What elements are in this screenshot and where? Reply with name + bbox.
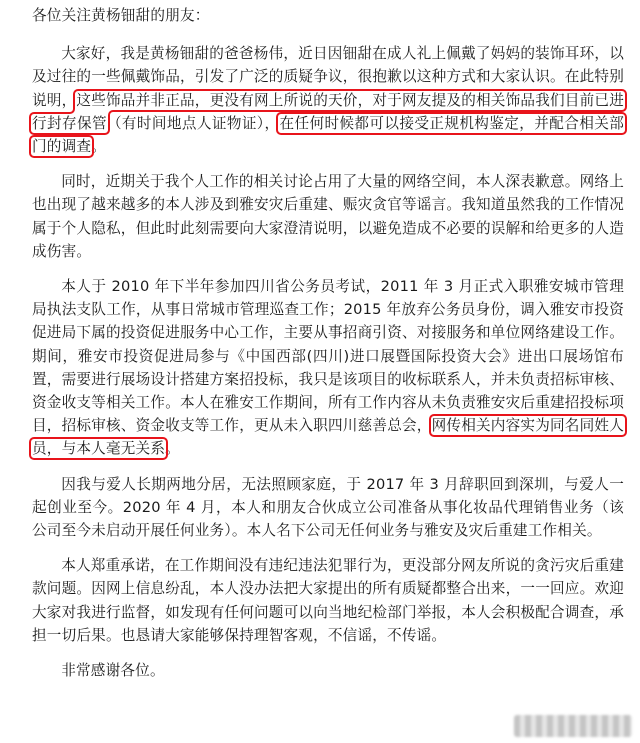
- highlighted-text-appraisal: 在任何时候都可以接受正规机构鉴定，并配合相关部门的调查: [32, 114, 624, 156]
- paragraph-text: 大家好，我是黄杨钿甜的爸爸杨伟，近日因钿甜在成人礼上佩戴了妈妈的装饰耳环，以及过往的一些佩戴饰品，引发了广泛的质疑争议，很抱歉以这种方式和大家认识。在此特别说明，: [32, 45, 624, 109]
- paragraph-commitment: 本人郑重承诺，在工作期间没有违纪违法犯罪行为，更没部分网友所说的贪污灾后重建款问题。因网上信息纷乱，本人没办法把大家提出的所有质疑都整合出来，一一回应。欢迎大家对我进行监督，如发现有任何问题可以向当地纪检部门举报，本人会积极配合调查，承担一切后果。也恳请大家能够保持理智客观，不信谣，不传谣。: [32, 557, 624, 644]
- paragraph-text: 本人于 2010 年下半年参加四川省公务员考试，2011 年 3 月正式入职雅安城市管理局执法支队工作，从事日常城市管理巡查工作；2015 年放弃公务员身份，调入雅安市投资促进局下属的投资促进服务中心工作，主要从事招商引资、对接服务和单位网络建设工作。期间，雅安市投资促进局参与《中国西部(四川)进口展暨国际投资大会》进出口展场馆布置，需要进行展场设计搭建方案招投标，我只是该项目的收标联系人，并未负责招标审核、资金收支等相关工作。本人在雅安工作期间，所有工作内容从未负责雅安灾后重建招投标项目，招标审核、资金收支等工作，更从未入职四川慈善总会，: [32, 278, 624, 435]
- highlighted-text-not-genuine: 这些饰品并非正品，更没有网上所说的天价，对于网友提及的相关饰品我们目前已进行封存保管: [32, 91, 624, 132]
- paragraph-text: 。: [165, 440, 180, 458]
- paragraph-text: 。: [91, 138, 106, 156]
- highlighted-text-same-name: 网传相关内容实为同名同姓人员，与本人毫无关系: [32, 417, 625, 458]
- paragraph-jewelry-statement: [32, 42, 624, 158]
- letter-greeting: 各位关注黄杨钿甜的朋友：: [32, 7, 210, 24]
- paragraph-resignation: 因我与爱人长期两地分居，无法照顾家庭，于 2017 年 3 月辞职回到深圳，与爱人一起创业至今。2020 年 4 月，本人和朋友合伙成立公司准备从事化妆品代理销售业务（该公司至今未启动开展任何业务）。本人名下公司无任何业务与雅安及灾后重建工作相关。: [32, 475, 624, 540]
- letter-closing: 非常感谢各位。: [61, 662, 165, 680]
- paragraph-work-discussion: 同时，近期关于我个人工作的相关讨论占用了大量的网络空间，本人深表歉意。网络上也出现了越来越多的本人涉及到雅安灾后重建、赈灾贪官等谣言。我知道虽然我的工作情况属于个人隐私，但此时此刻需要向大家澄清说明，以避免造成不必要的误解和给更多的人造成伤害。: [32, 173, 624, 260]
- blurred-watermark: [514, 715, 632, 737]
- paragraph-text: （有时间地点人证物证），: [106, 114, 280, 132]
- paragraph-work-history: [32, 275, 624, 461]
